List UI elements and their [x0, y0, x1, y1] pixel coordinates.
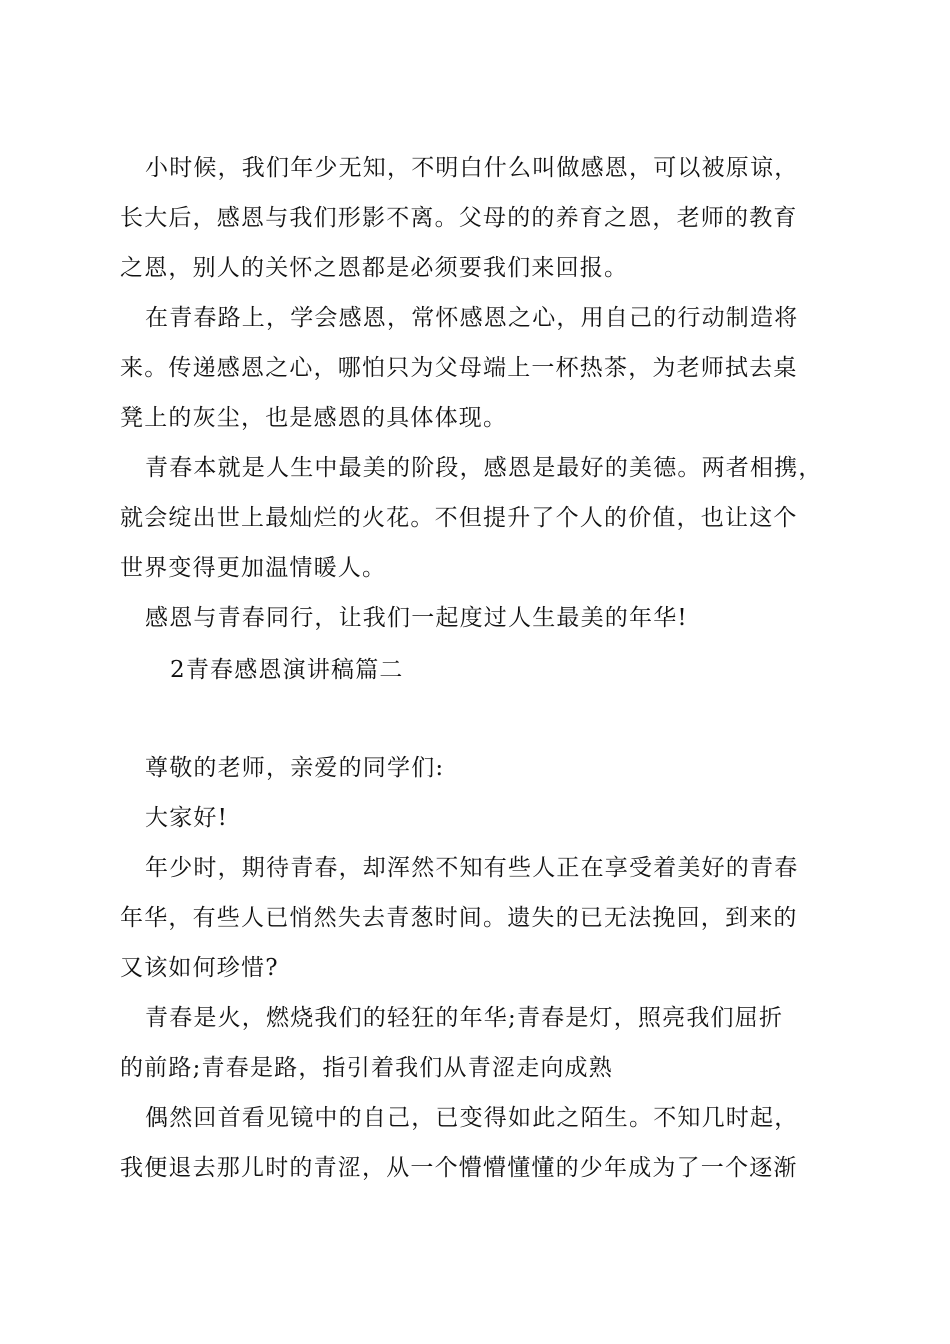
paragraph-line: 青春本就是人生中最美的阶段，感恩是最好的美德。两者相携，	[145, 455, 823, 481]
paragraph-line: 世界变得更加温情暖人。	[120, 555, 387, 581]
paragraph-line: 年华，有些人已悄然失去青葱时间。遗失的已无法挽回，到来的	[120, 905, 798, 931]
paragraph-line: 凳上的灰尘，也是感恩的具体体现。	[120, 405, 508, 431]
paragraph-line: 的前路;青春是路，指引着我们从青涩走向成熟	[120, 1055, 613, 1081]
salutation: 尊敬的老师，亲爱的同学们:	[145, 755, 445, 781]
paragraph-line: 长大后，感恩与我们形影不离。父母的的养育之恩，老师的教育	[120, 205, 798, 231]
paragraph-line: 感恩与青春同行，让我们一起度过人生最美的年华!	[145, 605, 688, 631]
paragraph-line: 偶然回首看见镜中的自己，已变得如此之陌生。不知几时起，	[145, 1105, 799, 1131]
paragraph-line: 就会绽出世上最灿烂的火花。不但提升了个人的价值，也让这个	[120, 505, 798, 531]
paragraph-line: 小时候，我们年少无知，不明白什么叫做感恩，可以被原谅，	[145, 155, 799, 181]
paragraph-line: 在青春路上，学会感恩，常怀感恩之心，用自己的行动制造将	[145, 305, 799, 331]
paragraph-line: 又该如何珍惜?	[120, 955, 279, 981]
paragraph-line: 年少时，期待青春，却浑然不知有些人正在享受着美好的青春	[145, 855, 799, 881]
paragraph-line: 我便退去那儿时的青涩，从一个懵懵懂懂的少年成为了一个逐渐	[120, 1155, 798, 1181]
paragraph-line: 青春是火，燃烧我们的轻狂的年华;青春是灯，照亮我们屈折	[145, 1005, 784, 1031]
paragraph-line: 来。传递感恩之心，哪怕只为父母端上一杯热茶，为老师拭去桌	[120, 355, 798, 381]
section-heading: 2青春感恩演讲稿篇二	[170, 657, 404, 683]
paragraph-line: 之恩，别人的关怀之恩都是必须要我们来回报。	[120, 255, 629, 281]
greeting: 大家好!	[145, 805, 229, 831]
